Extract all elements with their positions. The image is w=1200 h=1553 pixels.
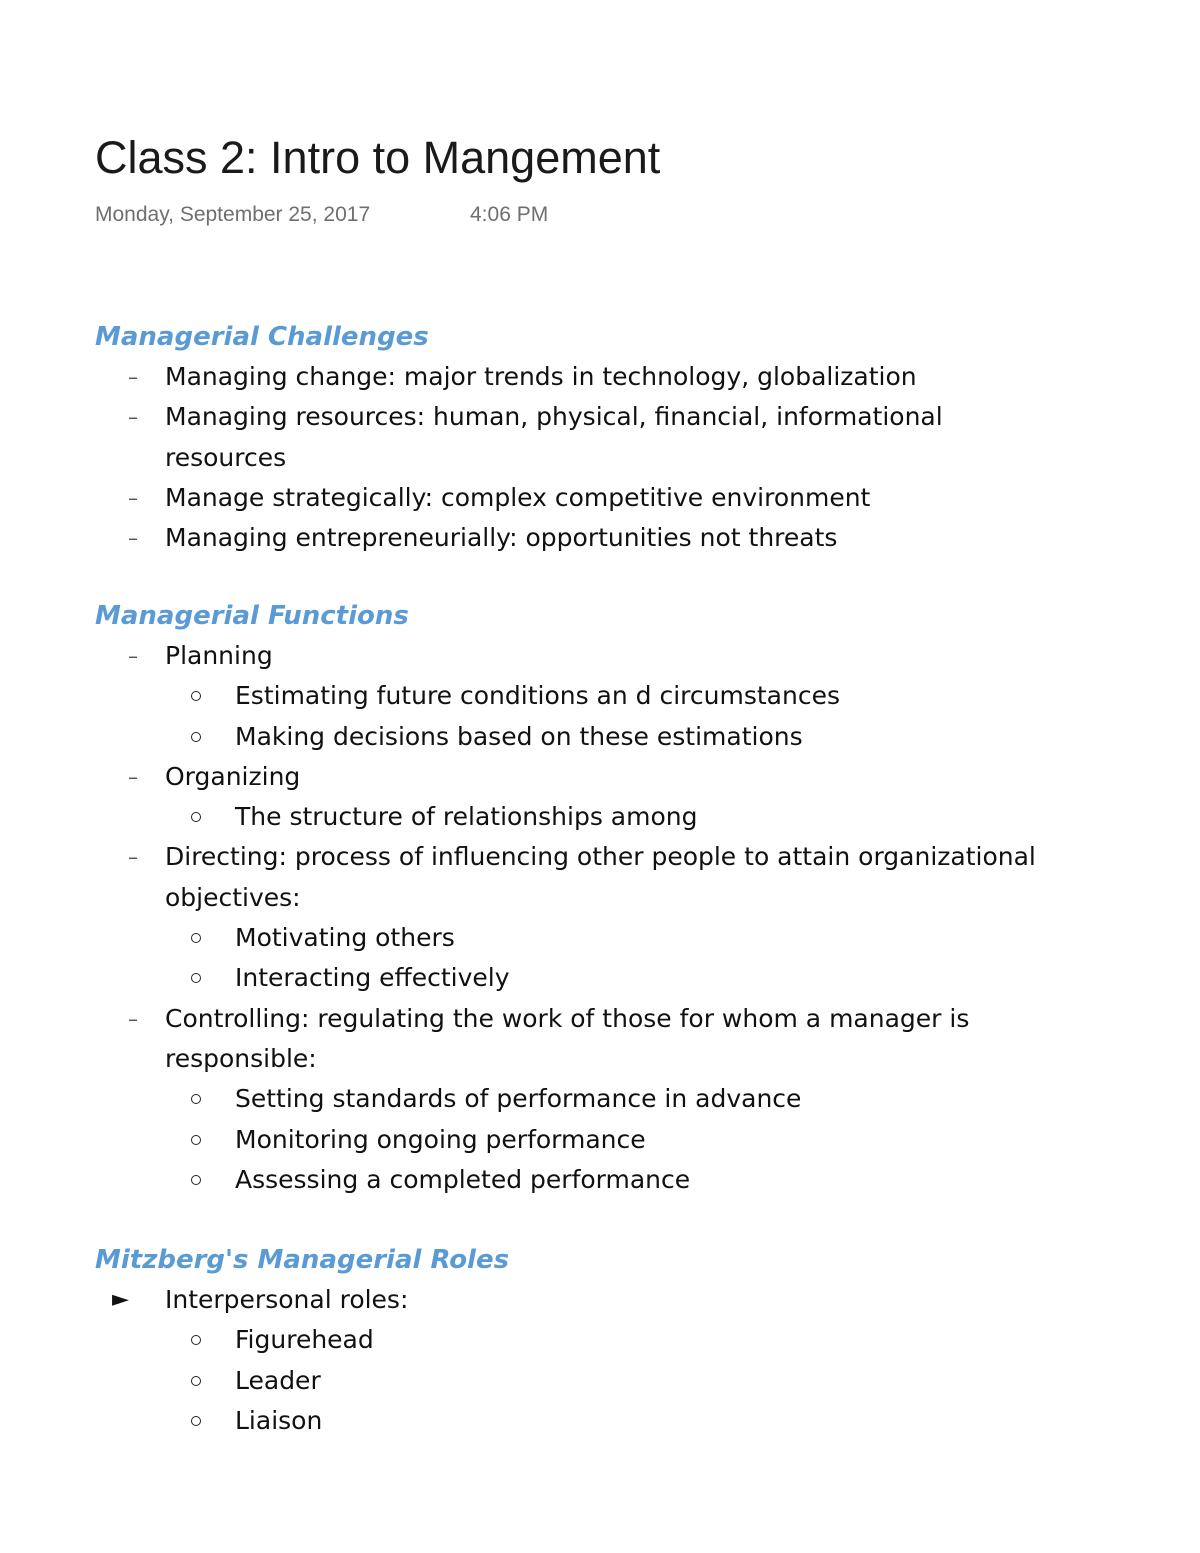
sub-list-item-text: Figurehead: [235, 1325, 374, 1355]
circle-bullet-icon: [191, 1416, 201, 1426]
sub-list-item: [165, 1361, 1140, 1401]
circle-bullet-icon: [191, 691, 201, 701]
sub-bullet-list: [165, 1079, 1140, 1200]
list-item-directing: [95, 837, 1140, 998]
sub-list-item: [165, 797, 1140, 837]
dash-bullet-icon: –: [128, 405, 138, 430]
section-managerial-roles: [95, 1240, 1140, 1441]
list-item-planning: [95, 636, 1140, 757]
section-managerial-challenges: [95, 317, 1140, 558]
sub-bullet-list: [165, 1320, 1140, 1441]
sub-list-item-text: Leader: [235, 1365, 321, 1395]
circle-bullet-icon: [191, 1376, 201, 1386]
sub-list-item: [165, 1120, 1140, 1160]
sub-list-item-text: Motivating others: [235, 923, 455, 953]
triangle-bullet-icon: ►: [112, 1287, 129, 1312]
dash-bullet-icon: –: [128, 526, 138, 551]
sub-bullet-list: [165, 676, 1140, 757]
list-item-text: Directing: process of influencing other people to attain organizational objectives:: [165, 842, 1036, 912]
list-item-text: Managing resources: human, physical, financial, informational resources: [165, 402, 943, 472]
sub-list-item-text: Monitoring ongoing performance: [235, 1124, 646, 1154]
section-managerial-functions: [95, 596, 1140, 1200]
list-item-text: Organizing: [165, 761, 301, 791]
bullet-list: [95, 357, 1140, 558]
dash-bullet-icon: –: [128, 764, 138, 789]
circle-bullet-icon: [191, 732, 201, 742]
page-title: Class 2: Intro to Mangement: [95, 132, 661, 183]
dash-bullet-icon: –: [128, 845, 138, 870]
sub-list-item: [165, 676, 1140, 716]
circle-bullet-icon: [191, 933, 201, 943]
sub-list-item: [165, 1320, 1140, 1360]
sub-list-item: [165, 958, 1140, 998]
sub-list-item: [165, 918, 1140, 958]
list-item: [95, 357, 1140, 397]
list-item-text: Managing entrepreneurially: opportunities not threats: [165, 523, 838, 553]
sub-list-item-text: The structure of relationships among: [235, 802, 698, 832]
sub-bullet-list: [165, 918, 1140, 999]
section-heading: Managerial Challenges: [95, 322, 429, 352]
bullet-list: [95, 636, 1140, 1200]
circle-bullet-icon: [191, 973, 201, 983]
list-item-controlling: [95, 999, 1140, 1200]
page-date: Monday, September 25, 2017: [95, 203, 371, 226]
sub-bullet-list: [165, 797, 1140, 837]
sub-list-item-text: Interacting effectively: [235, 963, 510, 993]
sub-list-item: [165, 1401, 1140, 1441]
circle-bullet-icon: [191, 1094, 201, 1104]
dash-bullet-icon: –: [128, 644, 138, 668]
sub-list-item: [165, 1160, 1140, 1200]
list-item: [95, 478, 1140, 518]
page-time: 4:06 PM: [470, 203, 549, 226]
sub-list-item-text: Assessing a completed performance: [235, 1164, 691, 1194]
bullet-list: [95, 1280, 1140, 1441]
sub-list-item: [165, 717, 1140, 757]
section-heading: Managerial Functions: [95, 601, 409, 631]
circle-bullet-icon: [191, 812, 201, 822]
sub-list-item-text: Liaison: [235, 1405, 323, 1435]
sub-list-item-text: Estimating future conditions an d circumstances: [235, 681, 840, 711]
list-item: [95, 397, 1140, 478]
dash-bullet-icon: –: [128, 365, 138, 389]
dash-bullet-icon: –: [128, 485, 138, 510]
section-heading: Mitzberg's Managerial Roles: [95, 1245, 510, 1275]
list-item-text: Planning: [165, 641, 273, 670]
sub-list-item: [165, 1079, 1140, 1119]
list-item-text: Controlling: regulating the work of those for whom a manager is responsible:: [165, 1003, 970, 1073]
dash-bullet-icon: –: [128, 1006, 138, 1031]
list-item: [95, 518, 1140, 558]
list-item-text: Manage strategically: complex competitive environment: [165, 482, 871, 512]
list-item-interpersonal: [95, 1280, 1140, 1441]
circle-bullet-icon: [191, 1175, 201, 1185]
sub-list-item-text: Setting standards of performance in advance: [235, 1084, 802, 1114]
circle-bullet-icon: [191, 1335, 201, 1345]
circle-bullet-icon: [191, 1135, 201, 1145]
list-item-organizing: [95, 757, 1140, 838]
list-item-text: Interpersonal roles:: [165, 1285, 409, 1314]
sub-list-item-text: Making decisions based on these estimations: [235, 721, 803, 751]
list-item-text: Managing change: major trends in technology, globalization: [165, 362, 917, 391]
